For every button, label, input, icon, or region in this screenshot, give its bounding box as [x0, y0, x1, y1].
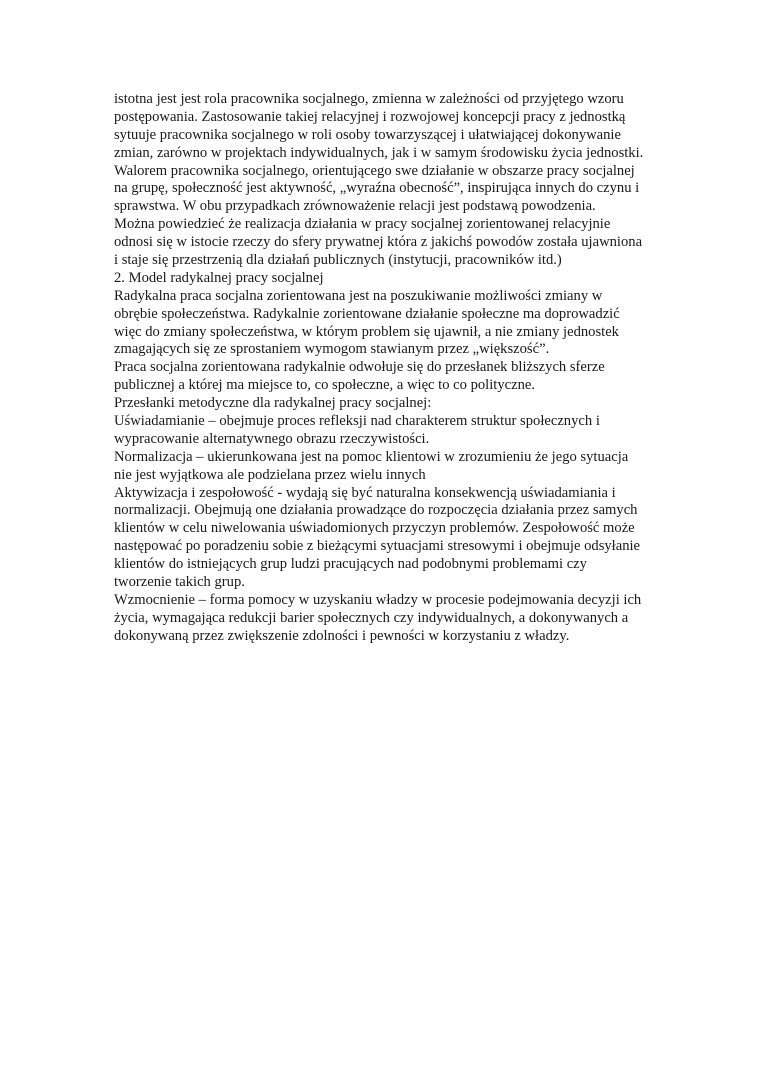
text-line: zmian, zarówno w projektach indywidualnych, jak i w samym środowisku życia jednostki. — [114, 144, 644, 161]
text-line: klientów do istniejących grup ludzi pracujących nad podobnymi problemami czy — [114, 556, 587, 573]
text-line: i staje się przestrzenią dla działań publicznych (instytucji, pracowników itd.) — [114, 252, 562, 269]
text-line: obrębie społeczeństwa. Radykalnie zorientowane działanie społeczne ma doprowadzić — [114, 305, 620, 322]
text-line: Praca socjalna zorientowana radykalnie odwołuje się do przesłanek bliższych sferze — [114, 359, 605, 376]
text-line: publicznej a której ma miejsce to, co społeczne, a więc to co polityczne. — [114, 377, 536, 394]
text-line: zmagających się ze sprostaniem wymogom stawianym przez „większość”. — [114, 341, 550, 358]
text-line: sytuuje pracownika socjalnego w roli osoby towarzyszącej i ułatwiającej dokonywanie — [114, 126, 621, 143]
text-line: Przesłanki metodyczne dla radykalnej pracy socjalnej: — [114, 395, 432, 412]
text-line: istotna jest jest rola pracownika socjalnego, zmienna w zależności od przyjętego wzoru — [114, 91, 624, 107]
text-line: sprawstwa. W obu przypadkach zrównoważenie relacji jest podstawą powodzenia. — [114, 198, 596, 215]
text-line: Uświadamianie – obejmuje proces refleksji nad charakterem struktur społecznych i — [114, 413, 600, 430]
text-line: następować po poradzeniu sobie z bieżącymi sytuacjami stresowymi i obejmuje odsyłanie — [114, 538, 641, 555]
text-line: postępowania. Zastosowanie takiej relacyjnej i rozwojowej koncepcji pracy z jednostką — [114, 108, 626, 125]
text-line: 2. Model radykalnej pracy socjalnej — [114, 269, 324, 286]
text-line: życia, wymagająca redukcji barier społecznych czy indywidualnych, a dokonywanych a — [114, 609, 629, 626]
text-line: klientów w celu niwelowania uświadomionych przyczyn problemów. Zespołowość może — [114, 520, 635, 537]
text-line: odnosi się w istocie rzeczy do sfery prywatnej która z jakichś powodów została ujawniona — [114, 234, 643, 251]
text-line: Aktywizacja i zespołowość - wydają się być naturalna konsekwencją uświadamiania i — [114, 484, 616, 501]
text-line: dokonywaną przez zwiększenie zdolności i pewności w korzystaniu z władzy. — [114, 627, 570, 644]
document-body — [114, 91, 674, 646]
text-line: nie jest wyjątkowa ale podzielana przez wielu innych — [114, 466, 426, 483]
text-line: Normalizacja – ukierunkowana jest na pomoc klientowi w zrozumieniu że jego sytuacja — [114, 448, 629, 465]
text-line: Można powiedzieć że realizacja działania w pracy socjalnej zorientowanej relacyjnie — [114, 216, 611, 233]
text-line: więc do zmiany społeczeństwa, w którym problem się ujawnił, a nie zmiany jednostek — [114, 323, 619, 340]
text-line: wypracowanie alternatywnego obrazu rzeczywistości. — [114, 430, 430, 447]
text-line: na grupę, społeczność jest aktywność, „wyraźna obecność”, inspirująca innych do czynu i — [114, 180, 640, 197]
text-line: normalizacji. Obejmują one działania prowadzące do rozpoczęcia działania przez samych — [114, 502, 638, 519]
text-line: Radykalna praca socjalna zorientowana jest na poszukiwanie możliwości zmiany w — [114, 287, 603, 304]
text-line: tworzenie takich grup. — [114, 574, 245, 591]
text-line: Walorem pracownika socjalnego, orientującego swe działanie w obszarze pracy socjalnej — [114, 162, 635, 179]
text-line: Wzmocnienie – forma pomocy w uzyskaniu władzy w procesie podejmowania decyzji ich — [114, 591, 642, 608]
